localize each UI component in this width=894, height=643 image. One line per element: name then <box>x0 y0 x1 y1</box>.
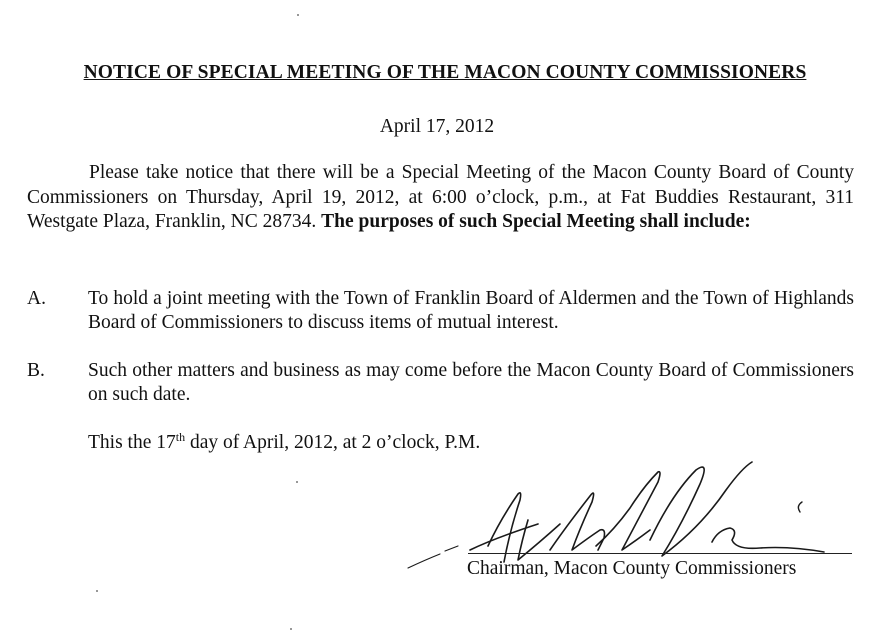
intro-bold-text: The purposes of such Special Meeting shall include: <box>321 211 751 232</box>
list-item-text: To hold a joint meeting with the Town of Franklin Board of Aldermen and the Town of Highlands Board of Commissioners to discuss items of mutual interest. <box>88 288 854 333</box>
scan-speck <box>290 628 292 630</box>
signature-label: Chairman, Macon County Commissioners <box>467 558 797 579</box>
signature-line <box>468 553 852 554</box>
scan-speck <box>96 590 98 592</box>
list-item-letter: B. <box>27 360 45 381</box>
list-item-text: Such other matters and business as may come before the Macon County Board of Commissioners on such date. <box>88 360 854 405</box>
notice-title: NOTICE OF SPECIAL MEETING OF THE MACON COUNTY COMMISSIONERS <box>83 62 807 83</box>
intro-text: Please take notice that there will be a Special Meeting of the Macon County Board of County Commissioners on Thursday, April 19, 2012, at 6:00 o’clock, p.m., at Fat Buddies Restaurant, 311 Westgate Plaza, Franklin, NC 28734. <box>27 162 854 232</box>
intro-paragraph <box>27 161 854 235</box>
notice-date: April 17, 2012 <box>379 116 495 137</box>
closing-statement: This the 17th day of April, 2012, at 2 o’clock, P.M. <box>88 430 481 453</box>
list-item-letter: A. <box>27 288 46 309</box>
scan-speck <box>297 14 299 16</box>
scan-speck <box>296 481 298 483</box>
